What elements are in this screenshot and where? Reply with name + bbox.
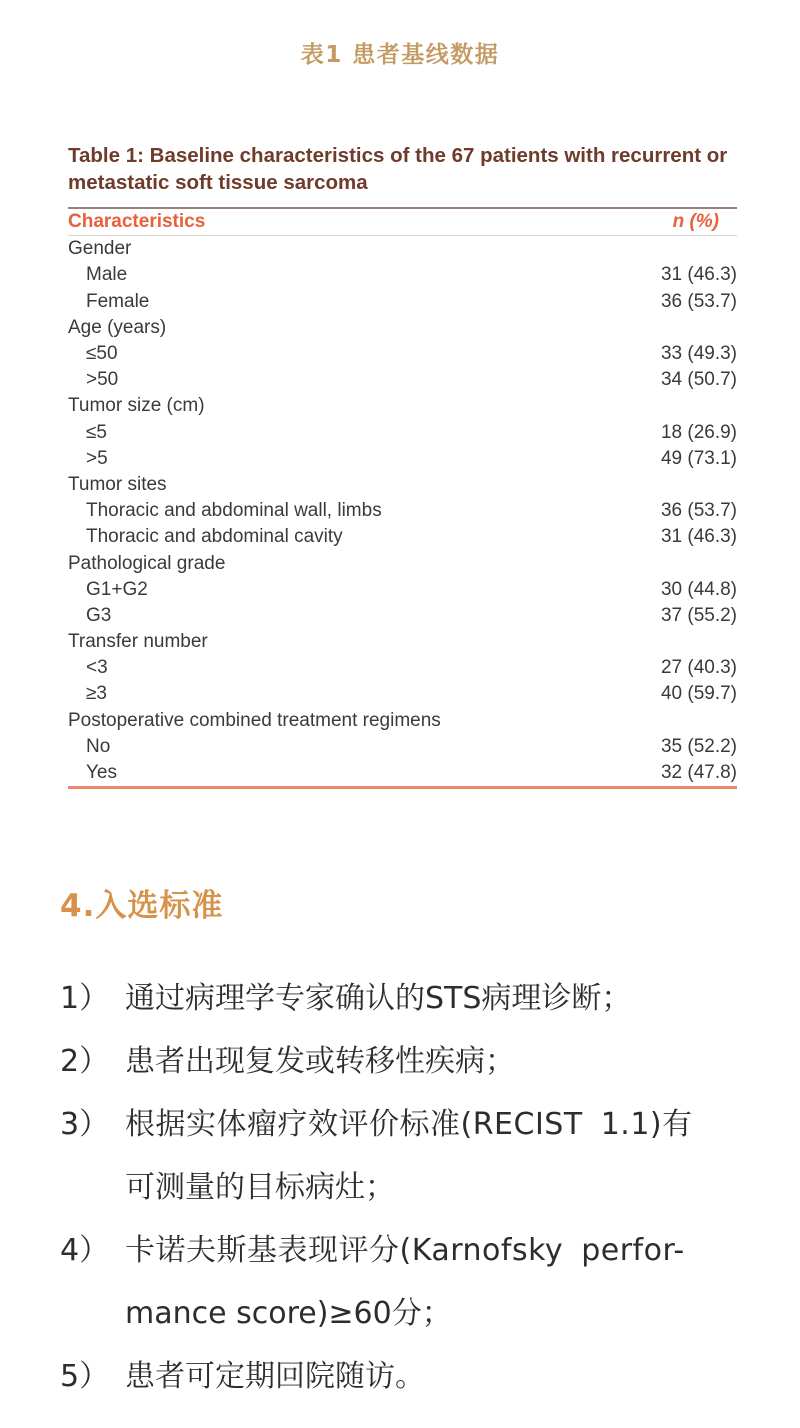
- row-label: ≤50: [86, 343, 118, 365]
- table-row-postop-yes: [68, 760, 737, 786]
- item-line: 通过病理学专家确认的STS病理诊断；: [125, 981, 632, 1016]
- item-line: 患者可定期回院随访。: [125, 1359, 425, 1394]
- row-value: 30 (44.8): [660, 578, 737, 600]
- row-label: Yes: [86, 762, 117, 784]
- table-row-pathological-grade: [68, 550, 737, 576]
- item-number: 4）: [60, 1233, 110, 1268]
- item-text: [125, 1093, 760, 1219]
- item-text: [125, 1219, 760, 1345]
- table-row-age: [68, 315, 737, 341]
- table-row-g3: [68, 603, 737, 629]
- item-line: 患者出现复发或转移性疾病；: [125, 1044, 515, 1079]
- item-text: [125, 967, 760, 1030]
- table-row-postop-no: [68, 734, 737, 760]
- row-value: 33 (49.3): [660, 343, 737, 365]
- table-row-tumor-size: [68, 393, 737, 419]
- row-label: Transfer number: [68, 631, 208, 653]
- table-row-transfer-number: [68, 629, 737, 655]
- table-row-transfer-lt3: [68, 655, 737, 681]
- row-label: <3: [86, 657, 108, 679]
- list-item: [60, 1030, 760, 1093]
- row-label: G3: [86, 604, 112, 626]
- table-header-row: [68, 209, 737, 235]
- row-label: Tumor sites: [68, 473, 167, 495]
- table-row-age-le50: [68, 341, 737, 367]
- table-header-characteristics: Characteristics: [68, 211, 206, 233]
- row-value: 34 (50.7): [660, 369, 737, 391]
- row-value: 31 (46.3): [660, 264, 737, 286]
- row-label: Tumor size (cm): [68, 395, 205, 417]
- row-value: 35 (52.2): [660, 735, 737, 757]
- table-row-age-gt50: [68, 367, 737, 393]
- row-value: 49 (73.1): [660, 447, 737, 469]
- table-row-transfer-ge3: [68, 681, 737, 707]
- table-row-tumor-sites: [68, 472, 737, 498]
- item-line: mance score)≥60分；: [125, 1296, 452, 1331]
- table-row-size-le5: [68, 420, 737, 446]
- item-number: 3）: [60, 1107, 110, 1142]
- table-row-female: [68, 289, 737, 315]
- table-row-gender: [68, 236, 737, 262]
- row-label: Gender: [68, 238, 132, 260]
- row-value: 37 (55.2): [660, 604, 737, 626]
- row-label: Thoracic and abdominal wall, limbs: [86, 500, 382, 522]
- table-row-size-gt5: [68, 446, 737, 472]
- table-row-male: [68, 262, 737, 288]
- item-number: 5）: [60, 1359, 110, 1394]
- item-text: [125, 1345, 760, 1408]
- row-label: Age (years): [68, 316, 167, 338]
- table-row-g1g2: [68, 577, 737, 603]
- row-label: Postoperative combined treatment regimens: [68, 709, 441, 731]
- item-line: 卡诺夫斯基表现评分(Karnofsky perfor-: [125, 1233, 685, 1268]
- row-label: Male: [86, 264, 128, 286]
- row-value: 40 (59.7): [660, 683, 737, 705]
- item-line: 根据实体瘤疗效评价标准(RECIST 1.1)有: [125, 1107, 693, 1142]
- row-label: Female: [86, 290, 150, 312]
- inclusion-criteria-list: [60, 967, 760, 1408]
- row-value: 31 (46.3): [660, 526, 737, 548]
- row-value: 32 (47.8): [660, 762, 737, 784]
- list-item: [60, 967, 760, 1030]
- table-row-wall-limbs: [68, 498, 737, 524]
- row-label: No: [86, 735, 111, 757]
- row-label: >50: [86, 369, 119, 391]
- page-title: 表1 患者基线数据: [300, 42, 500, 68]
- row-label: Pathological grade: [68, 552, 226, 574]
- table-bottom-rule: [68, 786, 737, 789]
- item-number: 1）: [60, 981, 110, 1016]
- item-number: 2）: [60, 1044, 110, 1079]
- row-label: Thoracic and abdominal cavity: [86, 526, 343, 548]
- row-value: 36 (53.7): [660, 290, 737, 312]
- row-label: ≤5: [86, 421, 107, 443]
- table-row-postop-regimens: [68, 708, 737, 734]
- section-heading-inclusion-criteria: 4.入选标准: [60, 888, 224, 924]
- table-caption: Table 1: Baseline characteristics of the 67 patients with recurrent or metastatic soft tissue sarcoma: [68, 144, 728, 194]
- list-item: [60, 1345, 760, 1408]
- row-label: ≥3: [86, 683, 107, 705]
- row-value: 36 (53.7): [660, 500, 737, 522]
- list-item: [60, 1093, 760, 1219]
- row-value: 18 (26.9): [660, 421, 737, 443]
- row-label: G1+G2: [86, 578, 148, 600]
- list-item: [60, 1219, 760, 1345]
- item-text: [125, 1030, 760, 1093]
- table-header-n-percent: n (%): [672, 211, 719, 233]
- item-line: 可测量的目标病灶；: [125, 1170, 395, 1205]
- table-row-cavity: [68, 524, 737, 550]
- row-label: >5: [86, 447, 108, 469]
- baseline-characteristics-table: [68, 142, 737, 789]
- row-value: 27 (40.3): [660, 657, 737, 679]
